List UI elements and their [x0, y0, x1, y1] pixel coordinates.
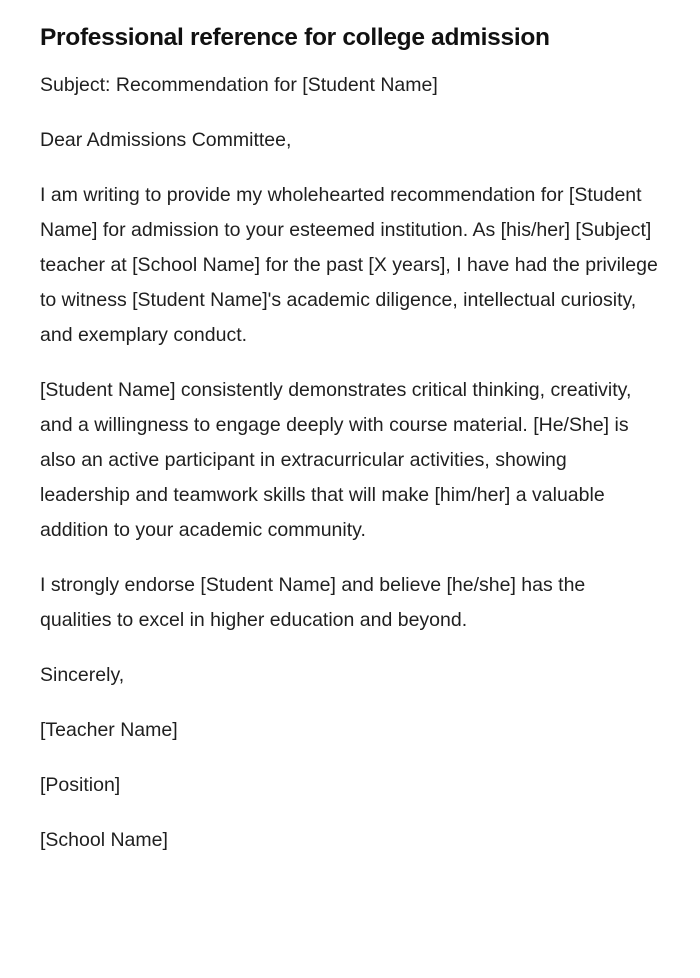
- body-paragraph-1: I am writing to provide my wholehearted recommendation for [Student Name] for admission to your esteemed institution. As [his/her] [Subject] teacher at [School Name] for the past [X years], I have had the privilege to witness [Student Name]'s academic diligence, intellectual curiosity, and exemplary conduct.: [40, 183, 658, 346]
- body-paragraph-3: I strongly endorse [Student Name] and believe [he/she] has the qualities to excel in higher education and beyond.: [40, 573, 586, 631]
- closing: Sincerely,: [40, 663, 125, 686]
- body-paragraph-2: [Student Name] consistently demonstrates critical thinking, creativity, and a willingness to engage deeply with course material. [He/She] is also an active participant in extracurricular activities, showing leadership and teamwork skills that will make [him/her] a valuable addition to your academic community.: [40, 378, 632, 541]
- signature-school: [School Name]: [40, 828, 168, 851]
- signature-name: [Teacher Name]: [40, 718, 178, 741]
- salutation: Dear Admissions Committee,: [40, 128, 292, 151]
- subject-line: Subject: Recommendation for [Student Name]: [40, 73, 438, 96]
- signature-position: [Position]: [40, 773, 121, 796]
- page-title: Professional reference for college admission: [40, 24, 550, 51]
